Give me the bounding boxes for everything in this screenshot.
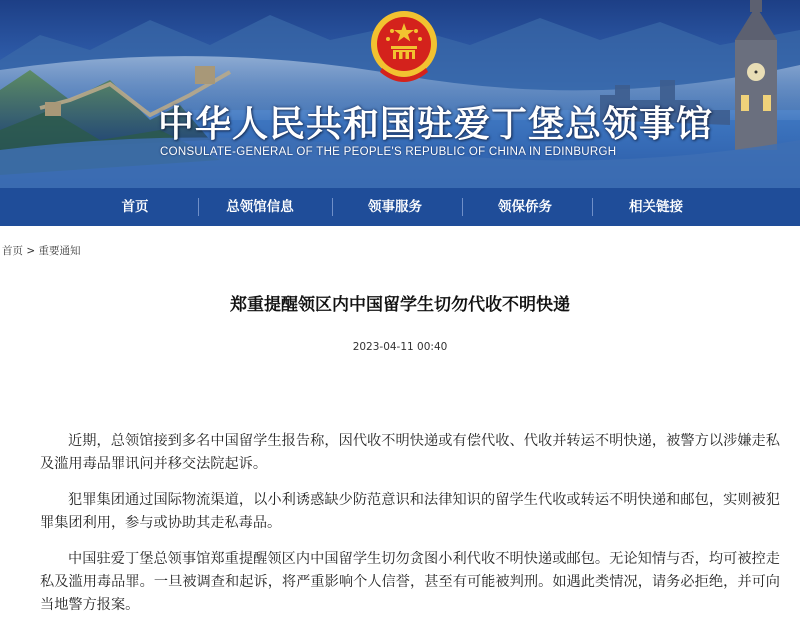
nav-divider (462, 198, 463, 216)
nav-divider (592, 198, 593, 216)
article-paragraph: 近期，总领馆接到多名中国留学生报告称，因代收不明快递或有偿代收、代收并转运不明快递，被警方以涉嫌走私及滥用毒品罪讯问并移交法院起诉。 (40, 433, 780, 472)
nav-item-consular-services[interactable]: 领事服务 (368, 199, 422, 215)
nav-divider (198, 198, 199, 216)
breadcrumb-current[interactable]: 重要通知 (38, 245, 81, 257)
article-paragraph: 中国驻爱丁堡总领事馆郑重提醒领区内中国留学生切勿贪图小利代收不明快递或邮包。无论知情与否，均可被控走私及滥用毒品罪。一旦被调查和起诉，将严重影响个人信誉，甚至有可能被判刑。如遇此类情况，请务必拒绝，并可向当地警方报案。 (40, 551, 780, 613)
nav-item-home[interactable]: 首页 (121, 199, 149, 215)
breadcrumb-home[interactable]: 首页 (2, 245, 23, 257)
article-body (40, 430, 780, 620)
nav-item-related-links[interactable]: 相关链接 (629, 199, 683, 215)
header-banner (0, 0, 800, 188)
article-paragraph: 犯罪集团通过国际物流渠道，以小利诱惑缺少防范意识和法律知识的留学生代收或转运不明快递和邮包，实则被犯罪集团利用，参与或协助其走私毒品。 (40, 492, 780, 531)
nav-divider (332, 198, 333, 216)
breadcrumb-separator: > (26, 245, 36, 257)
national-emblem-icon (370, 10, 438, 92)
breadcrumb (2, 243, 81, 258)
article-title: 郑重提醒领区内中国留学生切勿代收不明快递 (230, 295, 570, 315)
nav-item-consulate-info[interactable]: 总领馆信息 (226, 199, 294, 215)
consulate-title-chinese: 中华人民共和国驻爱丁堡总领事馆 (158, 103, 714, 145)
nav-item-protection-affairs[interactable]: 领保侨务 (498, 199, 552, 215)
main-nav (0, 188, 800, 226)
article-date: 2023-04-11 00:40 (352, 341, 448, 353)
consulate-title-english: CONSULATE-GENERAL OF THE PEOPLE'S REPUBLIC OF CHINA IN EDINBURGH (160, 146, 617, 158)
